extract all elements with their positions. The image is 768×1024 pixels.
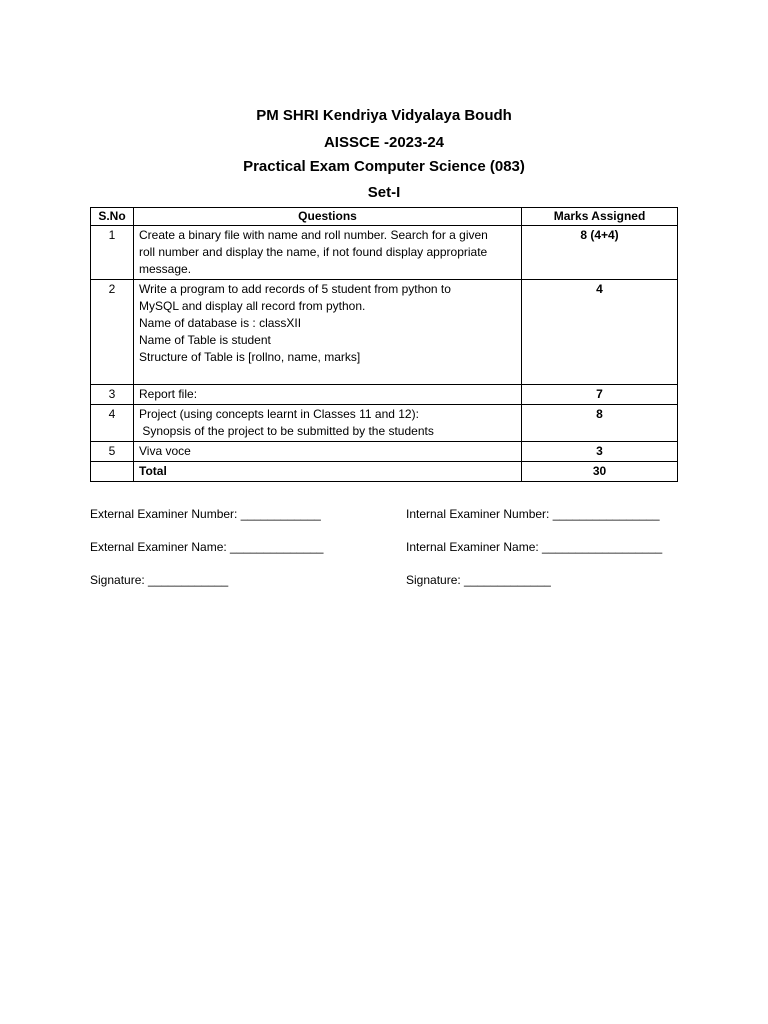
internal-examiner-number: Internal Examiner Number: ________________ [406,507,660,521]
row-question [134,280,522,385]
internal-signature: Signature: _____________ [406,573,551,587]
table-row [91,226,678,280]
school-name: PM SHRI Kendriya Vidyalaya Boudh [256,107,512,124]
question-line: MySQL and display all record from python. [139,299,366,313]
column-header-sno: S.No [91,208,134,226]
question-line: Write a program to add records of 5 student from python to [139,282,451,296]
table-row [91,442,678,462]
set-label: Set-I [367,184,401,201]
total-row [91,462,678,482]
column-header-marks: Marks Assigned [522,208,678,226]
row-question [134,442,522,462]
row-question [134,385,522,405]
question-line: Viva voce [139,444,191,458]
question-line: Project (using concepts learnt in Classes 11 and 12): [139,407,419,421]
external-examiner-number: External Examiner Number: ____________ [90,507,321,521]
row-question [134,405,522,442]
external-examiner-name: External Examiner Name: ______________ [90,540,324,554]
row-sno: 3 [91,385,134,405]
total-sno-empty [91,462,134,482]
question-line: Name of database is : classXII [139,316,302,330]
question-line: Report file: [139,387,198,401]
table-header-row [91,208,678,226]
row-sno: 1 [91,226,134,280]
subject-title: Practical Exam Computer Science (083) [243,158,525,175]
row-marks: 3 [522,442,678,462]
row-marks: 7 [522,385,678,405]
row-sno: 2 [91,280,134,385]
row-marks: 8 [522,405,678,442]
question-line: Synopsis of the project to be submitted by the students [139,424,434,438]
marks-table [90,207,678,482]
question-line: Create a binary file with name and roll number. Search for a given [139,228,488,242]
question-line: roll number and display the name, if not found display appropriate [139,245,488,259]
question-line: Structure of Table is [rollno, name, marks] [139,350,361,364]
total-label: Total [134,462,522,482]
question-line: Name of Table is student [139,333,271,347]
row-question [134,226,522,280]
table-row [91,280,678,385]
external-signature: Signature: ____________ [90,573,229,587]
column-header-questions: Questions [134,208,522,226]
row-marks: 4 [522,280,678,385]
question-line: message. [139,262,192,276]
row-marks: 8 (4+4) [522,226,678,280]
exam-title: AISSCE -2023-24 [323,134,445,151]
total-value: 30 [522,462,678,482]
row-sno: 5 [91,442,134,462]
table-row [91,405,678,442]
table-row [91,385,678,405]
row-sno: 4 [91,405,134,442]
internal-examiner-name: Internal Examiner Name: __________________ [406,540,663,554]
